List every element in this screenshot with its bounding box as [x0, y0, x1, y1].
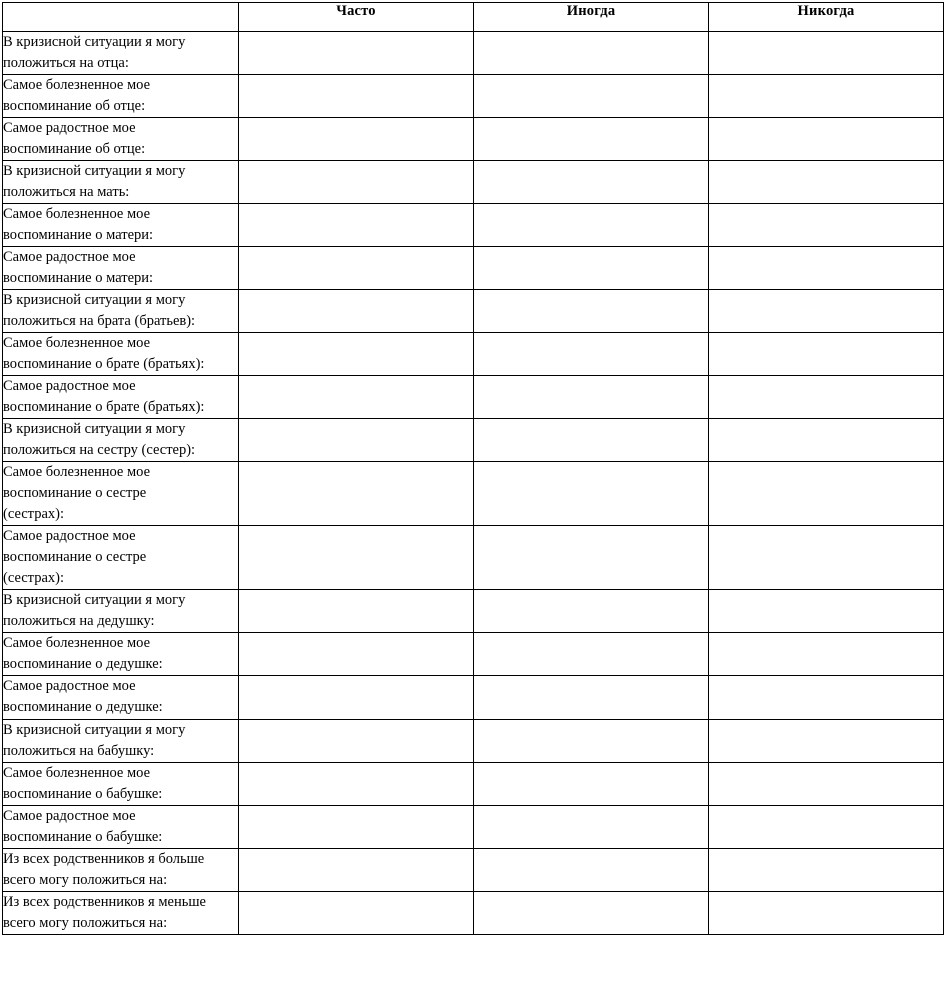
answer-cell-often[interactable] — [239, 419, 474, 462]
table-row — [3, 419, 944, 462]
table-row — [3, 891, 944, 934]
column-header-sometimes: Иногда — [474, 3, 709, 32]
question-prompt-cell — [3, 161, 239, 204]
answer-cell-often[interactable] — [239, 161, 474, 204]
question-prompt-line: воспоминание о дедушке: — [3, 656, 163, 673]
table-row — [3, 376, 944, 419]
answer-cell-sometimes[interactable] — [474, 719, 709, 762]
question-prompt-cell — [3, 247, 239, 290]
question-prompt-line: В кризисной ситуации я могу — [3, 592, 186, 609]
answer-cell-sometimes[interactable] — [474, 419, 709, 462]
answer-cell-sometimes[interactable] — [474, 848, 709, 891]
answer-cell-often[interactable] — [239, 676, 474, 719]
answer-cell-never[interactable] — [709, 204, 944, 247]
answer-cell-sometimes[interactable] — [474, 290, 709, 333]
question-prompt-cell — [3, 633, 239, 676]
answer-cell-sometimes[interactable] — [474, 891, 709, 934]
question-prompt-cell — [3, 891, 239, 934]
answer-cell-sometimes[interactable] — [474, 376, 709, 419]
table-header — [3, 3, 944, 32]
answer-cell-never[interactable] — [709, 290, 944, 333]
question-prompt-cell — [3, 805, 239, 848]
answer-cell-sometimes[interactable] — [474, 32, 709, 75]
answer-cell-sometimes[interactable] — [474, 333, 709, 376]
answer-cell-sometimes[interactable] — [474, 590, 709, 633]
answer-cell-sometimes[interactable] — [474, 805, 709, 848]
answer-cell-often[interactable] — [239, 891, 474, 934]
question-prompt-line: положиться на брата (братьев): — [3, 313, 196, 330]
answer-cell-never[interactable] — [709, 719, 944, 762]
answer-cell-sometimes[interactable] — [474, 633, 709, 676]
question-prompt-line: Самое болезненное мое — [3, 464, 151, 481]
answer-cell-never[interactable] — [709, 676, 944, 719]
table-row — [3, 333, 944, 376]
table-row — [3, 719, 944, 762]
question-prompt-line: Самое радостное мое — [3, 528, 136, 545]
table-row — [3, 32, 944, 75]
question-prompt-line: Самое болезненное мое — [3, 764, 151, 781]
answer-cell-never[interactable] — [709, 32, 944, 75]
answer-cell-never[interactable] — [709, 462, 944, 526]
question-prompt-line: Из всех родственников я больше — [3, 850, 205, 867]
column-header-prompt — [3, 3, 239, 32]
answer-cell-often[interactable] — [239, 848, 474, 891]
answer-cell-never[interactable] — [709, 805, 944, 848]
answer-cell-often[interactable] — [239, 633, 474, 676]
answer-cell-sometimes[interactable] — [474, 526, 709, 590]
question-prompt-line: всего могу положиться на: — [3, 871, 168, 888]
table-row — [3, 633, 944, 676]
answer-cell-often[interactable] — [239, 762, 474, 805]
table-row — [3, 462, 944, 526]
table-row — [3, 805, 944, 848]
question-prompt-cell — [3, 75, 239, 118]
answer-cell-never[interactable] — [709, 75, 944, 118]
questionnaire-table — [2, 2, 944, 935]
answer-cell-sometimes[interactable] — [474, 204, 709, 247]
question-prompt-cell — [3, 676, 239, 719]
question-prompt-line: воспоминание об отце: — [3, 141, 146, 158]
answer-cell-never[interactable] — [709, 161, 944, 204]
table-row — [3, 676, 944, 719]
question-prompt-cell — [3, 376, 239, 419]
question-prompt-line: воспоминание об отце: — [3, 98, 146, 115]
answer-cell-never[interactable] — [709, 891, 944, 934]
answer-cell-sometimes[interactable] — [474, 462, 709, 526]
answer-cell-often[interactable] — [239, 333, 474, 376]
answer-cell-never[interactable] — [709, 633, 944, 676]
header-row — [3, 3, 944, 32]
answer-cell-often[interactable] — [239, 526, 474, 590]
table-row — [3, 290, 944, 333]
answer-cell-often[interactable] — [239, 719, 474, 762]
answer-cell-never[interactable] — [709, 762, 944, 805]
question-prompt-line: положиться на мать: — [3, 184, 130, 201]
question-prompt-cell — [3, 290, 239, 333]
table-row — [3, 161, 944, 204]
question-prompt-line: (сестрах): — [3, 570, 64, 587]
question-prompt-line: всего могу положиться на: — [3, 914, 168, 931]
question-prompt-line: воспоминание о матери: — [3, 270, 154, 287]
table-row — [3, 247, 944, 290]
question-prompt-line: воспоминание о бабушке: — [3, 828, 163, 845]
answer-cell-often[interactable] — [239, 376, 474, 419]
question-prompt-line: Самое радостное мое — [3, 120, 136, 137]
question-prompt-line: положиться на отца: — [3, 55, 129, 72]
worksheet-page — [0, 2, 946, 935]
question-prompt-line: Из всех родственников я меньше — [3, 893, 206, 910]
question-prompt-line: Самое болезненное мое — [3, 635, 151, 652]
question-prompt-line: Самое болезненное мое — [3, 77, 151, 94]
answer-cell-often[interactable] — [239, 75, 474, 118]
question-prompt-cell — [3, 32, 239, 75]
question-prompt-cell — [3, 590, 239, 633]
column-header-never: Никогда — [709, 3, 944, 32]
question-prompt-cell — [3, 762, 239, 805]
answer-cell-often[interactable] — [239, 118, 474, 161]
answer-cell-never[interactable] — [709, 526, 944, 590]
question-prompt-line: положиться на сестру (сестер): — [3, 442, 196, 459]
question-prompt-line: воспоминание о дедушке: — [3, 699, 163, 716]
question-prompt-line: В кризисной ситуации я могу — [3, 34, 186, 50]
question-prompt-line: воспоминание о сестре — [3, 549, 147, 566]
answer-cell-never[interactable] — [709, 419, 944, 462]
table-row — [3, 848, 944, 891]
question-prompt-line: Самое радостное мое — [3, 378, 136, 395]
column-header-often: Часто — [239, 3, 474, 32]
answer-cell-sometimes[interactable] — [474, 247, 709, 290]
table-body — [3, 32, 944, 935]
question-prompt-cell — [3, 526, 239, 590]
answer-cell-never[interactable] — [709, 247, 944, 290]
question-prompt-line: Самое радостное мое — [3, 807, 136, 824]
answer-cell-never[interactable] — [709, 848, 944, 891]
question-prompt-line: положиться на бабушку: — [3, 742, 155, 759]
answer-cell-often[interactable] — [239, 462, 474, 526]
question-prompt-line: Самое болезненное мое — [3, 206, 151, 223]
question-prompt-cell — [3, 719, 239, 762]
question-prompt-line: воспоминание о матери: — [3, 227, 154, 244]
answer-cell-never[interactable] — [709, 118, 944, 161]
question-prompt-cell — [3, 333, 239, 376]
question-prompt-line: воспоминание о брате (братьях): — [3, 356, 205, 373]
question-prompt-line: В кризисной ситуации я могу — [3, 421, 186, 438]
question-prompt-line: воспоминание о брате (братьях): — [3, 399, 205, 416]
answer-cell-never[interactable] — [709, 333, 944, 376]
question-prompt-line: Самое болезненное мое — [3, 335, 151, 352]
table-row — [3, 590, 944, 633]
question-prompt-line: Самое радостное мое — [3, 249, 136, 266]
question-prompt-cell — [3, 118, 239, 161]
answer-cell-sometimes[interactable] — [474, 75, 709, 118]
answer-cell-never[interactable] — [709, 376, 944, 419]
table-row — [3, 118, 944, 161]
answer-cell-sometimes[interactable] — [474, 676, 709, 719]
question-prompt-cell — [3, 848, 239, 891]
answer-cell-never[interactable] — [709, 590, 944, 633]
table-row — [3, 762, 944, 805]
answer-cell-often[interactable] — [239, 290, 474, 333]
question-prompt-line: В кризисной ситуации я могу — [3, 292, 186, 309]
question-prompt-line: воспоминание о бабушке: — [3, 785, 163, 802]
question-prompt-line: Самое радостное мое — [3, 678, 136, 695]
answer-cell-often[interactable] — [239, 590, 474, 633]
answer-cell-often[interactable] — [239, 32, 474, 75]
question-prompt-line: воспоминание о сестре — [3, 485, 147, 502]
table-row — [3, 204, 944, 247]
answer-cell-often[interactable] — [239, 805, 474, 848]
answer-cell-sometimes[interactable] — [474, 161, 709, 204]
table-row — [3, 75, 944, 118]
answer-cell-often[interactable] — [239, 247, 474, 290]
table-row — [3, 526, 944, 590]
question-prompt-cell — [3, 462, 239, 526]
answer-cell-sometimes[interactable] — [474, 118, 709, 161]
question-prompt-line: (сестрах): — [3, 506, 64, 523]
answer-cell-often[interactable] — [239, 204, 474, 247]
question-prompt-cell — [3, 419, 239, 462]
question-prompt-line: положиться на дедушку: — [3, 613, 155, 630]
answer-cell-sometimes[interactable] — [474, 762, 709, 805]
question-prompt-line: В кризисной ситуации я могу — [3, 721, 186, 738]
question-prompt-cell — [3, 204, 239, 247]
question-prompt-line: В кризисной ситуации я могу — [3, 163, 186, 180]
